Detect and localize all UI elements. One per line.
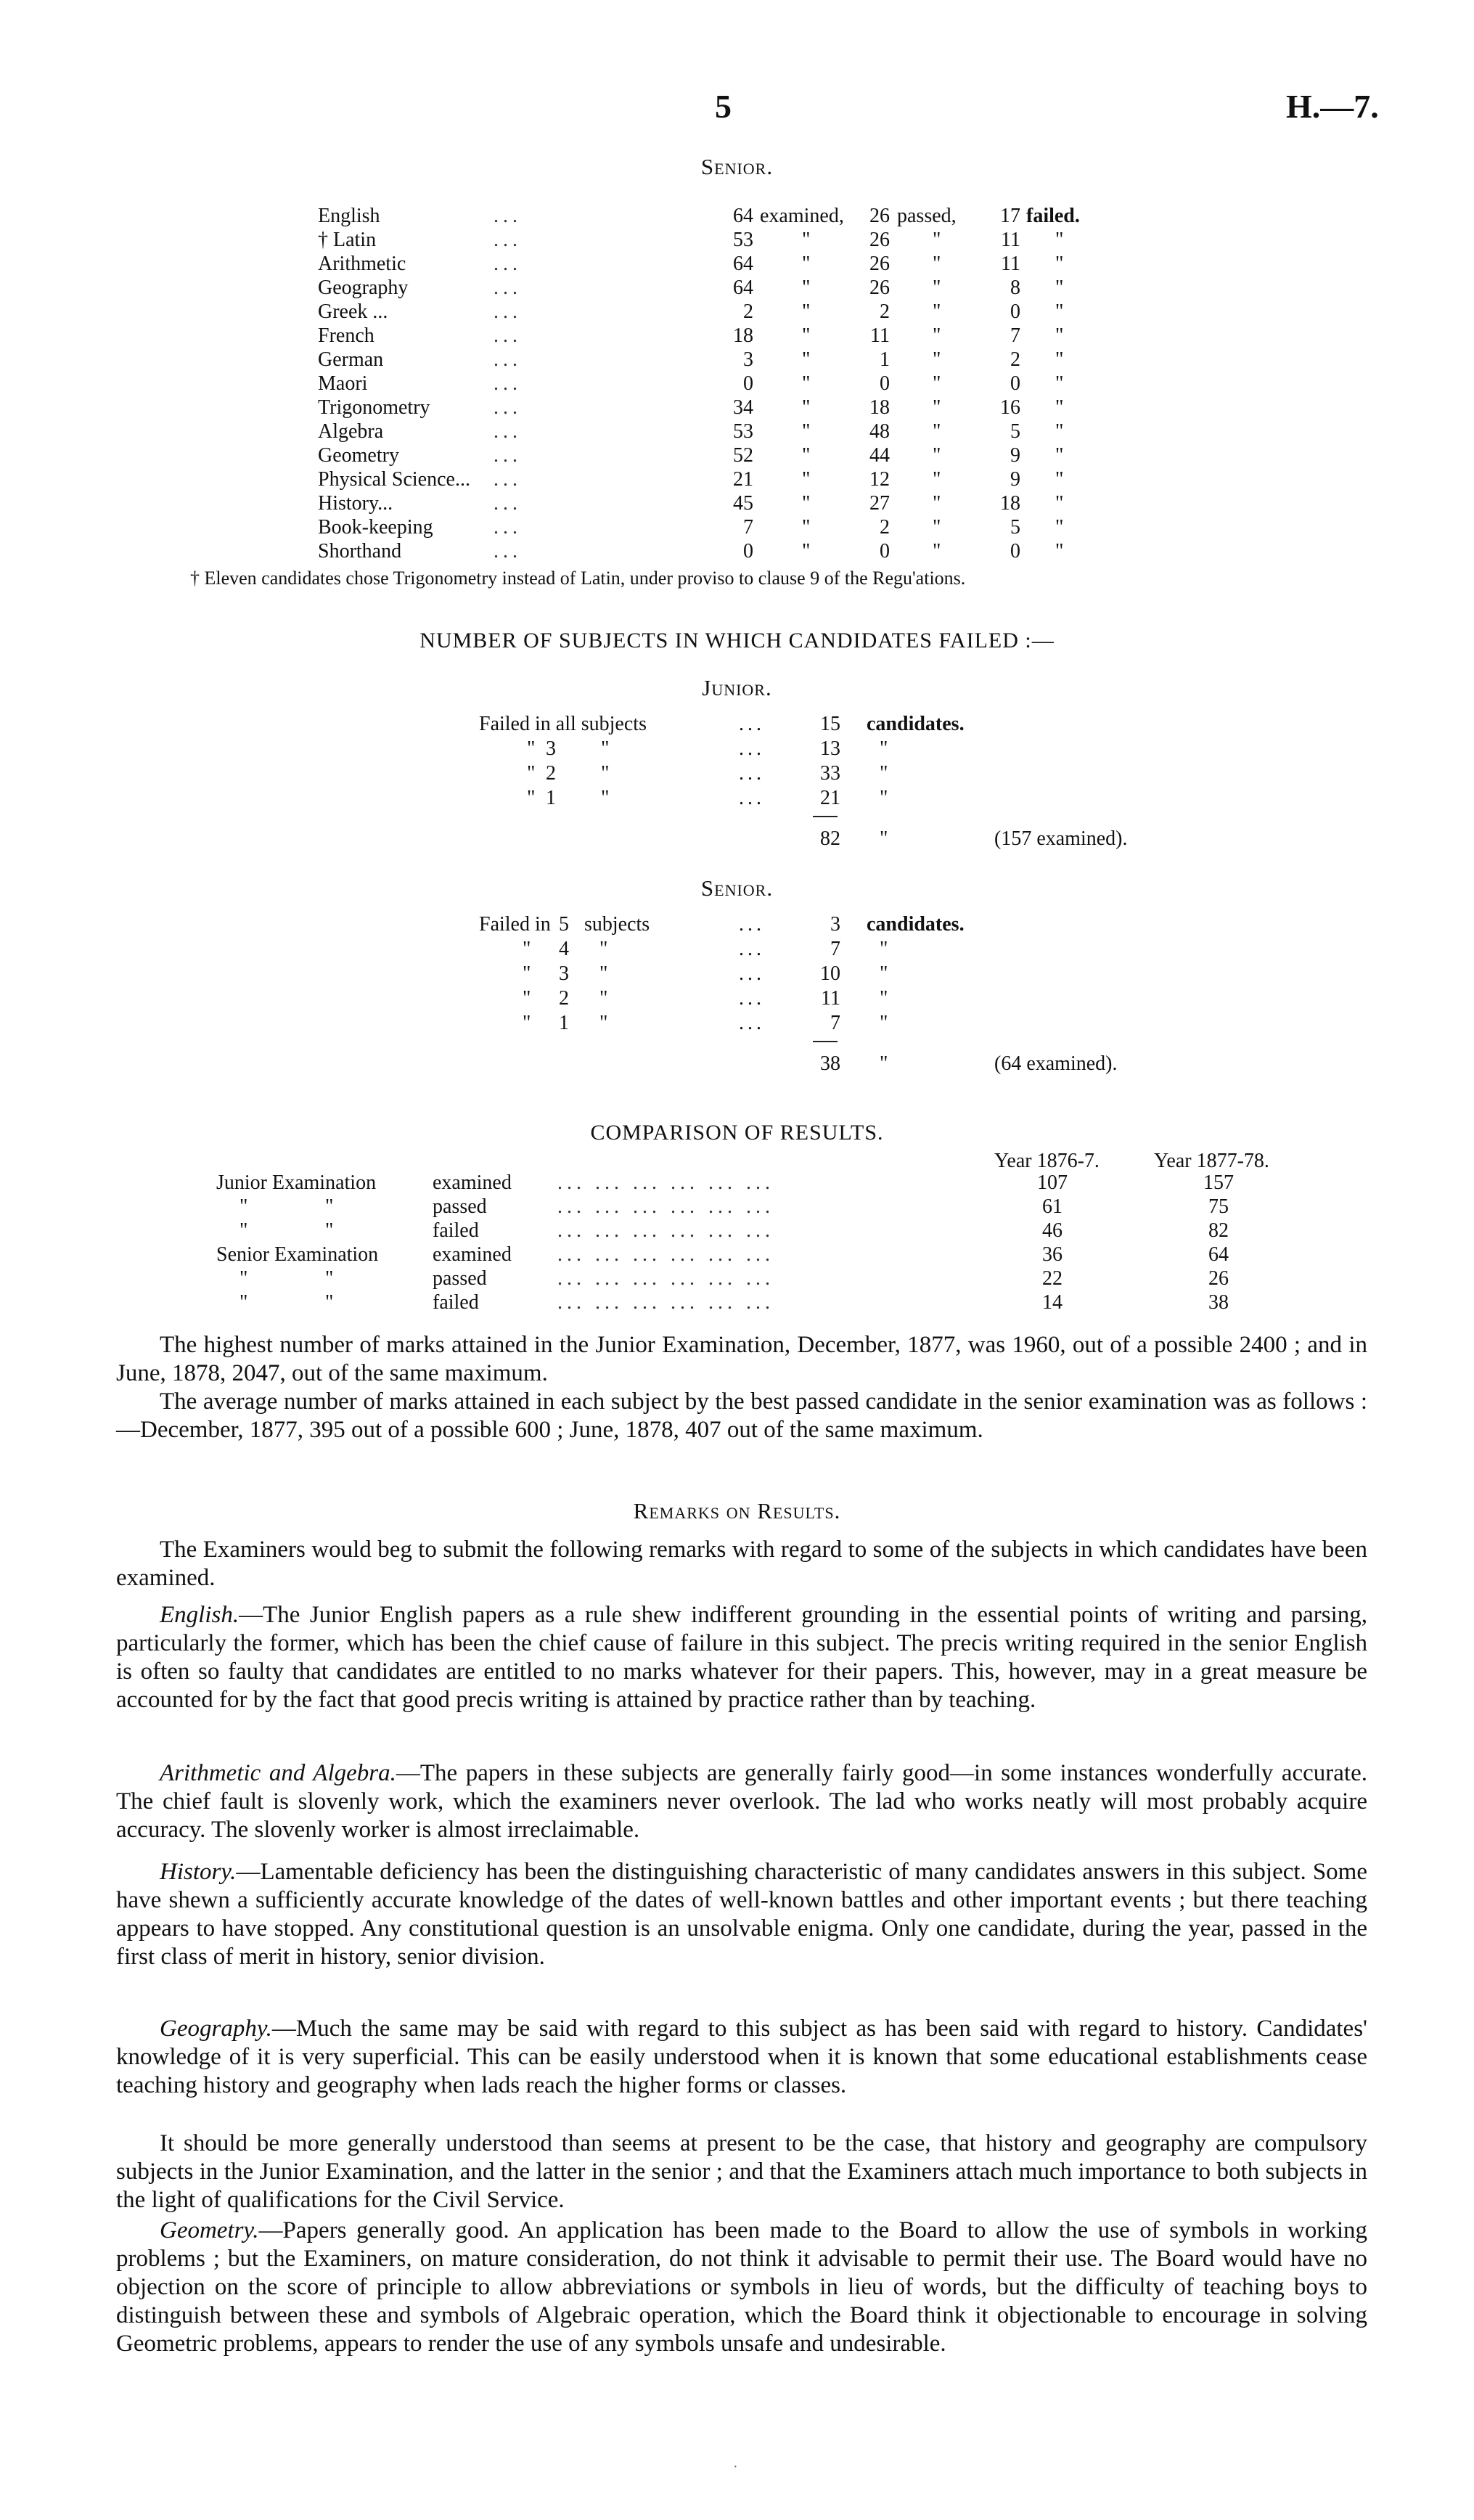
- subject-name: Physical Science...: [318, 468, 470, 491]
- ditto-mark: ": [601, 762, 610, 785]
- examined-count: 0: [743, 540, 753, 562]
- failed-row: [0, 762, 1474, 788]
- leader-dots: ...: [739, 787, 765, 809]
- subjects-word: subjects: [584, 913, 650, 936]
- ditto-mark: ": [527, 787, 536, 809]
- ditto-mark: ": [239, 1291, 248, 1314]
- leader-dots: ...: [494, 253, 522, 275]
- comparison-row: [0, 1243, 1474, 1268]
- candidate-count: 11: [821, 987, 840, 1010]
- ditto-mark: ": [1055, 372, 1064, 395]
- year-1877-value: 64: [1208, 1243, 1229, 1266]
- year-1876-value: 61: [1042, 1195, 1062, 1218]
- remarks-intro: The Examiners would beg to submit the following remarks with regard to some of the subjects in which candidates have been examined.: [116, 1537, 1367, 1591]
- failed-in-label: Failed in all subjects: [479, 713, 647, 735]
- failed-count: 0: [1010, 540, 1020, 562]
- total-count: 38: [820, 1052, 840, 1075]
- candidates-label: candidates.: [867, 913, 965, 936]
- year-1876-value: 14: [1042, 1291, 1062, 1314]
- leader-dots: ...: [494, 300, 522, 323]
- subject-count: 2: [546, 762, 556, 785]
- ditto-mark: ": [601, 737, 610, 760]
- year-1877-value: 82: [1208, 1219, 1229, 1242]
- subject-name: English: [318, 205, 380, 227]
- subject-count: 1: [546, 787, 556, 809]
- leader-dots: ...: [494, 396, 522, 419]
- remarks-heading: Remarks on Results.: [633, 1498, 841, 1523]
- failed-row: [0, 962, 1474, 989]
- ditto-mark: ": [599, 1012, 608, 1034]
- examined-count: 2: [743, 300, 753, 323]
- year-1877-value: 75: [1208, 1195, 1229, 1218]
- ditto-mark: ": [880, 938, 888, 960]
- ditto-mark: ": [601, 787, 610, 809]
- passed-count: 48: [869, 420, 890, 443]
- ditto-mark: ": [1055, 444, 1064, 467]
- comparison-row: [0, 1267, 1474, 1292]
- failed-count: 8: [1010, 277, 1020, 299]
- ditto-mark: ": [599, 987, 608, 1010]
- year-1877-value: 157: [1203, 1171, 1234, 1194]
- candidate-count: 7: [830, 1012, 840, 1034]
- english-remark-text: —The Junior English papers as a rule shew indifferent grounding in the essential points of writing and parsing, particularly the former, which has been the chief cause of failure in this subject. The precis writing required in the senior English is often so faulty that candidates are entitled to no marks whatever for their papers. This, however, may in a great measure be accounted for by the fact that good precis writing is attained by practice rather than by teaching.: [116, 1602, 1367, 1713]
- failed-count: 16: [1000, 396, 1020, 419]
- ditto-mark: ": [325, 1291, 334, 1314]
- history-remark: [116, 1858, 1367, 1971]
- subject-name: Greek ...: [318, 300, 388, 323]
- geography-remark: [116, 2015, 1367, 2100]
- ditto-mark: ": [802, 540, 811, 562]
- leader-dots: ...: [739, 987, 765, 1010]
- ditto-mark: ": [1055, 277, 1064, 299]
- average-marks-paragraph: The average number of marks attained in each subject by the best passed candidate in the senior examination was as follows :—December, 1877, 395 out of a possible 600 ; June, 1878, 407 out of the same maximum.: [116, 1388, 1367, 1443]
- ditto-mark: ": [802, 516, 811, 539]
- ditto-mark: ": [527, 737, 536, 760]
- passed-count: 2: [880, 300, 890, 323]
- ditto-mark: ": [523, 938, 531, 960]
- ditto-mark: ": [880, 987, 888, 1010]
- subject-row: [0, 516, 1474, 540]
- examined-count: 18: [733, 324, 753, 347]
- examined-count: 53: [733, 420, 753, 443]
- failed-row: [0, 938, 1474, 964]
- ditto-mark: ": [239, 1267, 248, 1290]
- passed-count: 2: [880, 516, 890, 539]
- failed-subjects-heading: NUMBER OF SUBJECTS IN WHICH CANDIDATES FAILED :—: [419, 629, 1055, 652]
- subject-name: Geometry: [318, 444, 399, 467]
- examined-note: (64 examined).: [994, 1052, 1118, 1075]
- examined-count: 64: [733, 205, 753, 227]
- subject-name: Algebra: [318, 420, 384, 443]
- row-kind: examined: [433, 1171, 512, 1194]
- leader-dots: ...: [494, 372, 522, 395]
- subject-count: 4: [559, 938, 569, 960]
- footer-mark: ·: [733, 2459, 738, 2475]
- leader-dots: ...: [739, 1012, 765, 1034]
- ditto-mark: ": [933, 396, 941, 419]
- leader-dots: ... ... ... ... ... ...: [557, 1267, 774, 1290]
- failed-count: 18: [1000, 492, 1020, 515]
- document-reference: H.—7.: [1286, 88, 1379, 125]
- subject-name: † Latin: [318, 229, 377, 251]
- english-remark: [116, 1601, 1367, 1714]
- subject-name: French: [318, 324, 374, 347]
- ditto-mark: ": [933, 468, 941, 491]
- failed-count: 11: [1001, 229, 1020, 251]
- ditto-mark: ": [239, 1219, 248, 1242]
- total-rule: [813, 816, 838, 817]
- english-remark-lead: English.: [160, 1602, 239, 1628]
- leader-dots: ...: [494, 324, 522, 347]
- subject-name: Maori: [318, 372, 368, 395]
- ditto-mark: ": [880, 827, 888, 850]
- subject-count: 3: [546, 737, 556, 760]
- ditto-mark: ": [802, 229, 811, 251]
- ditto-mark: ": [880, 737, 888, 760]
- subject-name: Book-keeping: [318, 516, 433, 539]
- candidate-count: 15: [820, 713, 840, 735]
- passed-count: 26: [869, 253, 890, 275]
- junior-failed-heading: Junior.: [702, 675, 772, 700]
- ditto-mark: ": [802, 277, 811, 299]
- leader-dots: ... ... ... ... ... ...: [557, 1243, 774, 1266]
- row-kind: examined: [433, 1243, 512, 1266]
- failed-count: 5: [1010, 516, 1020, 539]
- failed-row: [0, 913, 1474, 939]
- failed-count: 17: [1000, 205, 1020, 227]
- passed-count: 1: [880, 348, 890, 371]
- ditto-mark: ": [239, 1195, 248, 1218]
- subject-row: [0, 324, 1474, 348]
- passed-count: 11: [870, 324, 890, 347]
- ditto-mark: ": [523, 1012, 531, 1034]
- ditto-mark: ": [802, 468, 811, 491]
- ditto-mark: ": [1055, 396, 1064, 419]
- subject-row: [0, 229, 1474, 253]
- exam-name: Senior Examination: [216, 1243, 379, 1266]
- ditto-mark: ": [1055, 300, 1064, 323]
- examined-count: 0: [743, 372, 753, 395]
- year-1876-value: 46: [1042, 1219, 1062, 1242]
- subject-count: 1: [559, 1012, 569, 1034]
- geography-remark-lead: Geography.: [160, 2016, 272, 2042]
- geometry-remark-text: —Papers generally good. An application has been made to the Board to allow the use of symbols in working problems ; but the Examiners, on mature consideration, do not think it advisable to permit their use. The Board would have no objection on the score of principle to allow abbreviations or symbols in lieu of words, but the difficulty of teaching boys to distinguish between these and symbols of Algebraic operation, which the Board think it objectionable to encourage in solving Geometric problems, appears to render the use of any symbols unsafe and undesirable.: [116, 2217, 1367, 2357]
- examined-note: (157 examined).: [994, 827, 1128, 850]
- year-1876-header: Year 1876-7.: [994, 1150, 1100, 1172]
- total-row: [0, 827, 1474, 854]
- examined-count: 45: [733, 492, 753, 515]
- ditto-mark: ": [880, 1012, 888, 1034]
- examined-count: 21: [733, 468, 753, 491]
- ditto-mark: ": [325, 1219, 334, 1242]
- year-1877-value: 38: [1208, 1291, 1229, 1314]
- failed-count: 9: [1010, 468, 1020, 491]
- failed-count: 11: [1001, 253, 1020, 275]
- ditto-mark: ": [802, 372, 811, 395]
- ditto-mark: ": [802, 420, 811, 443]
- subject-count: 3: [559, 962, 569, 985]
- ditto-mark: ": [1055, 253, 1064, 275]
- year-1876-value: 107: [1037, 1171, 1068, 1194]
- comparison-row: [0, 1171, 1474, 1196]
- history-remark-lead: History.: [160, 1859, 237, 1885]
- leader-dots: ...: [494, 348, 522, 371]
- ditto-mark: ": [802, 444, 811, 467]
- latin-footnote: † Eleven candidates chose Trigonometry instead of Latin, under proviso to clause 9 of the Regu'ations.: [190, 568, 966, 589]
- failed-row: [0, 737, 1474, 764]
- ditto-mark: ": [802, 253, 811, 275]
- passed-label: passed,: [897, 205, 957, 227]
- history-remark-text: —Lamentable deficiency has been the distinguishing characteristic of many candidates answers in this subject. Some have shewn a sufficiently accurate knowledge of the dates of well-known battles and other important events ; but there teaching appears to have stopped. Any constitutional question is an unsolvable enigma. Only one candidate, during the year, passed in the first class of merit in history, senior division.: [116, 1859, 1367, 1970]
- compulsory-subjects-remark: [116, 2130, 1367, 2214]
- examined-count: 53: [733, 229, 753, 251]
- candidate-count: 7: [830, 938, 840, 960]
- failed-count: 9: [1010, 444, 1020, 467]
- failed-count: 2: [1010, 348, 1020, 371]
- leader-dots: ...: [494, 444, 522, 467]
- ditto-mark: ": [1055, 468, 1064, 491]
- ditto-mark: ": [880, 787, 888, 809]
- failed-row: [0, 787, 1474, 813]
- ditto-mark: ": [527, 762, 536, 785]
- ditto-mark: ": [1055, 229, 1064, 251]
- row-kind: failed: [433, 1219, 479, 1242]
- leader-dots: ...: [739, 962, 765, 985]
- compulsory-subjects-text: It should be more generally understood than seems at present to be the case, that history and geography are compulsory subjects in the Junior Examination, and the latter in the senior ; and that the Examiners attach much importance to both subjects in the light of qualifications for the Civil Service.: [116, 2130, 1367, 2213]
- subject-row: [0, 205, 1474, 229]
- ditto-mark: ": [880, 962, 888, 985]
- ditto-mark: ": [933, 540, 941, 562]
- page-number: 5: [715, 88, 732, 125]
- ditto-mark: ": [933, 300, 941, 323]
- subject-row: [0, 444, 1474, 468]
- subject-row: [0, 277, 1474, 300]
- highest-marks-paragraph: The highest number of marks attained in the Junior Examination, December, 1877, was 1960, out of a possible 2400 ; and in June, 1878, 2047, out of the same maximum.: [116, 1332, 1367, 1386]
- ditto-mark: ": [802, 300, 811, 323]
- year-1876-value: 36: [1042, 1243, 1062, 1266]
- year-1877-value: 26: [1208, 1267, 1229, 1290]
- subject-name: Trigonometry: [318, 396, 430, 419]
- ditto-mark: ": [802, 348, 811, 371]
- leader-dots: ...: [739, 762, 765, 785]
- geometry-remark: [116, 2217, 1367, 2358]
- subject-row: [0, 468, 1474, 492]
- comparison-row: [0, 1291, 1474, 1316]
- leader-dots: ... ... ... ... ... ...: [557, 1219, 774, 1242]
- subject-row: [0, 372, 1474, 396]
- leader-dots: ...: [494, 205, 522, 227]
- leader-dots: ...: [494, 516, 522, 539]
- ditto-mark: ": [599, 938, 608, 960]
- leader-dots: ...: [494, 420, 522, 443]
- candidate-count: 10: [820, 962, 840, 985]
- ditto-mark: ": [523, 962, 531, 985]
- total-row: [0, 1052, 1474, 1079]
- comparison-row: [0, 1195, 1474, 1220]
- ditto-mark: ": [802, 492, 811, 515]
- geography-remark-text: —Much the same may be said with regard to this subject as has been said with regard to history. Candidates' knowledge of it is very superficial. This can be easily understood when it is known that some educational establishments cease teaching history and geography when lads reach the higher forms or classes.: [116, 2016, 1367, 2098]
- examined-count: 3: [743, 348, 753, 371]
- arithmetic-remark-text: —The papers in these subjects are generally fairly good—in some instances wonderfully accurate. The chief fault is slovenly work, which the examiners never overlook. The lad who works neatly will most probably acquire accuracy. The slovenly worker is almost irreclaimable.: [116, 1760, 1367, 1843]
- passed-count: 27: [869, 492, 890, 515]
- ditto-mark: ": [802, 324, 811, 347]
- senior-results-heading: Senior.: [700, 154, 774, 179]
- exam-name: Junior Examination: [216, 1171, 377, 1194]
- examined-count: 52: [733, 444, 753, 467]
- candidate-count: 3: [830, 913, 840, 936]
- leader-dots: ... ... ... ... ... ...: [557, 1195, 774, 1218]
- leader-dots: ... ... ... ... ... ...: [557, 1171, 774, 1194]
- total-rule: [813, 1041, 838, 1042]
- ditto-mark: ": [1055, 348, 1064, 371]
- subject-name: Shorthand: [318, 540, 402, 562]
- candidate-count: 21: [820, 787, 840, 809]
- leader-dots: ...: [739, 737, 765, 760]
- examined-count: 64: [733, 277, 753, 299]
- ditto-mark: ": [523, 987, 531, 1010]
- examined-label: examined,: [760, 205, 844, 227]
- leader-dots: ...: [739, 938, 765, 960]
- examined-count: 7: [743, 516, 753, 539]
- ditto-mark: ": [933, 277, 941, 299]
- subject-count: 2: [559, 987, 569, 1010]
- failed-count: 5: [1010, 420, 1020, 443]
- ditto-mark: ": [599, 962, 608, 985]
- passed-count: 18: [869, 396, 890, 419]
- subject-row: [0, 396, 1474, 420]
- geometry-remark-lead: Geometry.: [160, 2217, 259, 2243]
- senior-failed-heading: Senior.: [700, 875, 774, 901]
- failed-in-label: Failed in: [479, 913, 551, 936]
- leader-dots: ...: [739, 913, 765, 936]
- leader-dots: ... ... ... ... ... ...: [557, 1291, 774, 1314]
- total-count: 82: [820, 827, 840, 850]
- leader-dots: ...: [494, 540, 522, 562]
- ditto-mark: ": [880, 1052, 888, 1075]
- candidates-label: candidates.: [867, 713, 965, 735]
- arithmetic-remark-lead: Arithmetic and Algebra.: [160, 1760, 396, 1786]
- ditto-mark: ": [1055, 540, 1064, 562]
- row-kind: failed: [433, 1291, 479, 1314]
- ditto-mark: ": [325, 1267, 334, 1290]
- subject-row: [0, 420, 1474, 444]
- subject-name: Geography: [318, 277, 409, 299]
- ditto-mark: ": [1055, 324, 1064, 347]
- subject-name: Arithmetic: [318, 253, 406, 275]
- ditto-mark: ": [933, 229, 941, 251]
- passed-count: 44: [869, 444, 890, 467]
- passed-count: 26: [869, 277, 890, 299]
- passed-count: 0: [880, 372, 890, 395]
- failed-row: [0, 1012, 1474, 1038]
- year-1877-header: Year 1877-78.: [1154, 1150, 1269, 1172]
- comparison-row: [0, 1219, 1474, 1244]
- comparison-heading: COMPARISON OF RESULTS.: [590, 1121, 884, 1145]
- subject-row: [0, 540, 1474, 564]
- ditto-mark: ": [1055, 492, 1064, 515]
- leader-dots: ...: [494, 468, 522, 491]
- ditto-mark: ": [325, 1195, 334, 1218]
- year-1876-value: 22: [1042, 1267, 1062, 1290]
- passed-count: 26: [869, 205, 890, 227]
- leader-dots: ...: [494, 277, 522, 299]
- examined-count: 64: [733, 253, 753, 275]
- ditto-mark: ": [933, 372, 941, 395]
- candidate-count: 33: [820, 762, 840, 785]
- passed-count: 26: [869, 229, 890, 251]
- ditto-mark: ": [880, 762, 888, 785]
- failed-count: 0: [1010, 300, 1020, 323]
- failed-label: failed.: [1026, 205, 1080, 227]
- leader-dots: ...: [739, 713, 765, 735]
- failed-count: 0: [1010, 372, 1020, 395]
- passed-count: 0: [880, 540, 890, 562]
- ditto-mark: ": [933, 444, 941, 467]
- ditto-mark: ": [933, 348, 941, 371]
- ditto-mark: ": [933, 324, 941, 347]
- ditto-mark: ": [1055, 516, 1064, 539]
- subject-row: [0, 348, 1474, 372]
- leader-dots: ...: [494, 492, 522, 515]
- failed-row: [0, 987, 1474, 1013]
- ditto-mark: ": [933, 492, 941, 515]
- ditto-mark: ": [933, 420, 941, 443]
- subject-name: History...: [318, 492, 393, 515]
- failed-row: [0, 713, 1474, 739]
- row-kind: passed: [433, 1195, 487, 1218]
- candidate-count: 13: [820, 737, 840, 760]
- ditto-mark: ": [933, 253, 941, 275]
- subject-count: 5: [559, 913, 569, 936]
- subject-row: [0, 492, 1474, 516]
- passed-count: 12: [869, 468, 890, 491]
- ditto-mark: ": [802, 396, 811, 419]
- arithmetic-remark: [116, 1759, 1367, 1844]
- ditto-mark: ": [1055, 420, 1064, 443]
- row-kind: passed: [433, 1267, 487, 1290]
- subject-row: [0, 253, 1474, 277]
- leader-dots: ...: [494, 229, 522, 251]
- examined-count: 34: [733, 396, 753, 419]
- ditto-mark: ": [933, 516, 941, 539]
- failed-count: 7: [1010, 324, 1020, 347]
- subject-name: German: [318, 348, 384, 371]
- subject-row: [0, 300, 1474, 324]
